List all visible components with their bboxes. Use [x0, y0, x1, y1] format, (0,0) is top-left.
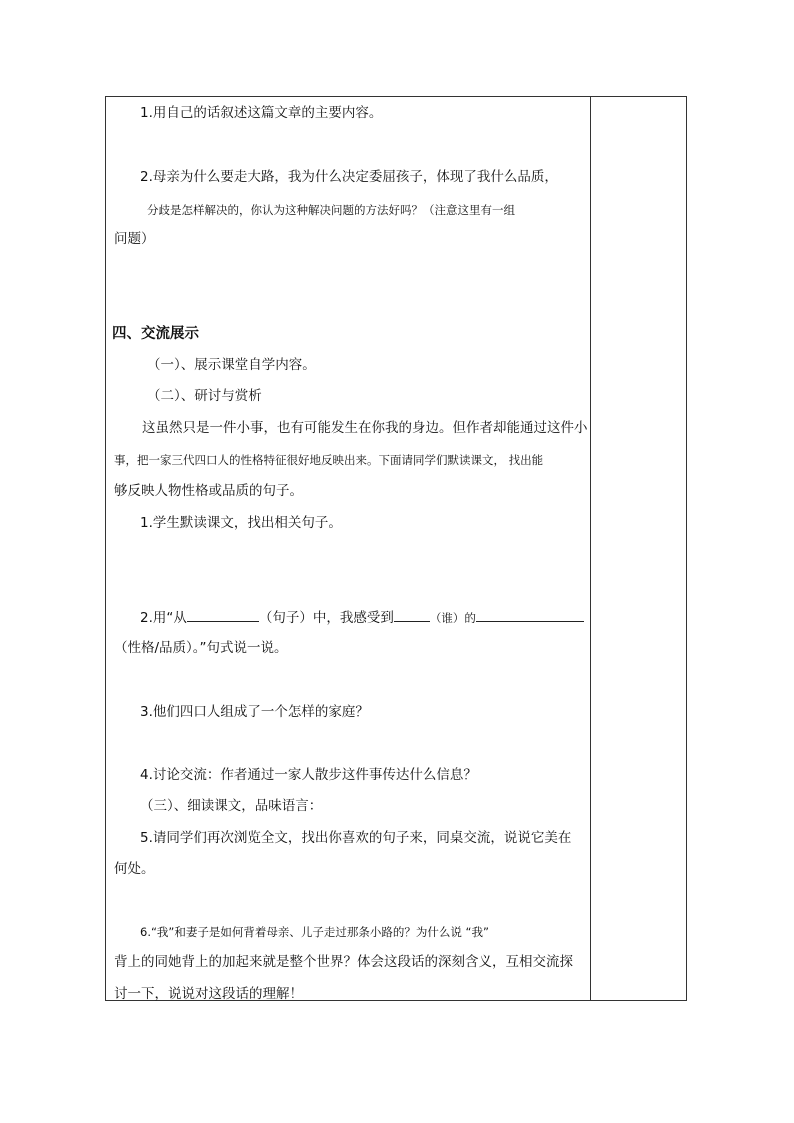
sentence-blank[interactable]: [187, 607, 259, 622]
task-6-line-1: 6.“我”和妻子是如何背着母亲、儿子走过那条小路的？为什么说 “我”: [140, 925, 489, 939]
section-4-heading: 四、交流展示: [112, 326, 199, 342]
task-3: 3.他们四口人组成了一个怎样的家庭？: [140, 704, 369, 720]
part-2-heading: （二）、研讨与赏析: [147, 388, 262, 404]
task-2-line-1: [140, 607, 584, 627]
task-2-line-2: （性格/品质）。”句式说一说。: [114, 640, 288, 656]
task-5-line-1: 5.请同学们再次浏览全文，找出你喜欢的句子来，同桌交流，说说它美在: [140, 830, 572, 846]
task-6-line-2: 背上的同她背上的加起来就是整个世界？体会这段话的深刻含义，互相交流探: [114, 954, 573, 970]
paragraph-line-2: 事，把一家三代四口人的性格特征很好地反映出来。下面请同学们默读课文， 找出能: [114, 453, 544, 467]
question-2-line-2: 分歧是怎样解决的，你认为这种解决问题的方法好吗？（注意这里有一组: [147, 203, 515, 217]
part-1-heading: （一）、展示课堂自学内容。: [147, 357, 316, 373]
trait-blank[interactable]: [476, 607, 584, 622]
task-6-line-3: 讨一下，说说对这段话的理解！: [114, 986, 303, 1002]
task-5-line-2: 何处。: [114, 861, 155, 877]
lesson-table: [105, 96, 687, 1001]
paragraph-line-1: 这虽然只是一件小事，也有可能发生在你我的身边。但作者却能通过这件小: [142, 420, 588, 436]
table-column-divider: [590, 96, 591, 1001]
who-blank[interactable]: [394, 607, 430, 622]
paragraph-line-3: 够反映人物性格或品质的句子。: [114, 483, 303, 499]
question-1: 1.用自己的话叙述这篇文章的主要内容。: [140, 105, 383, 121]
task-2-prefix: 2.用“从: [140, 610, 187, 626]
task-1: 1.学生默读课文，找出相关句子。: [140, 515, 342, 531]
part-3-heading: （三）、细读课文，品味语言：: [140, 798, 323, 814]
task-2-who-label: （谁）的: [429, 611, 476, 625]
question-2-line-3: 问题）: [114, 231, 155, 247]
task-4: 4.讨论交流：作者通过一家人散步这件事传达什么信息？: [140, 767, 477, 783]
question-2-line-1: 2.母亲为什么要走大路，我为什么决定委屈孩子，体现了我什么品质，: [140, 169, 558, 185]
task-2-middle: （句子）中，我感受到: [258, 610, 394, 626]
